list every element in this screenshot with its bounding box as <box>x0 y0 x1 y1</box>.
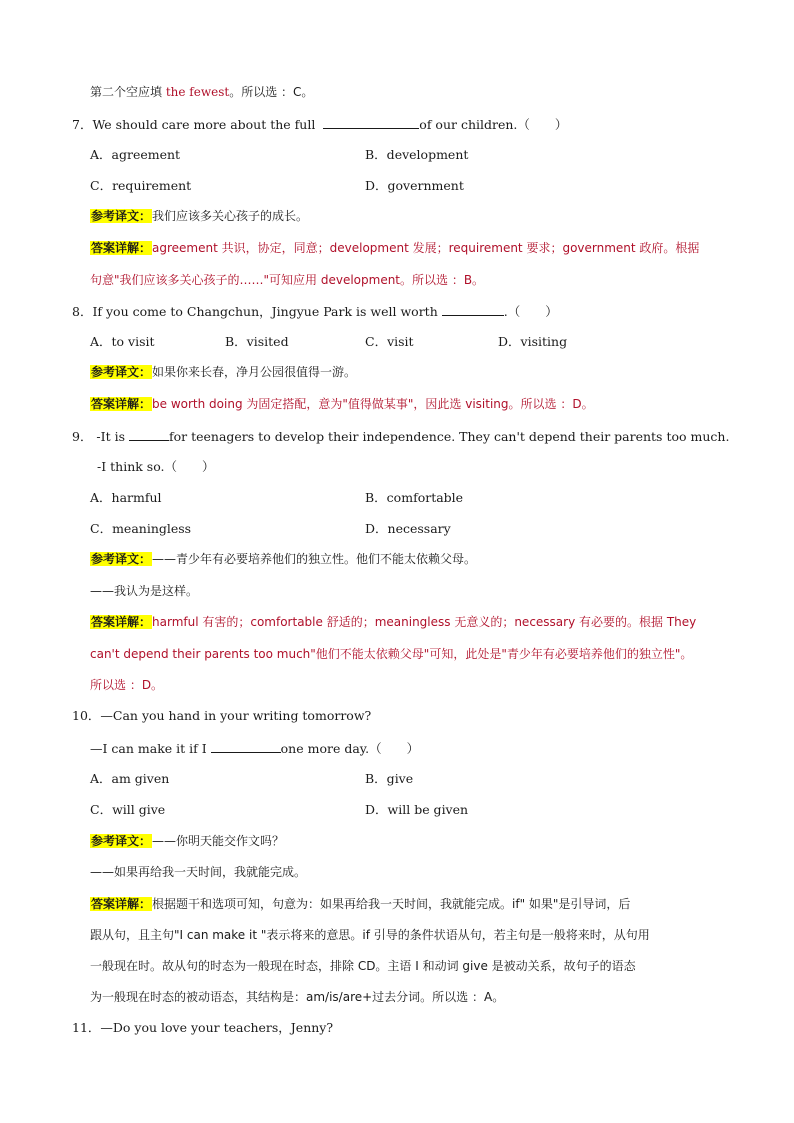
q9-answer-line3: 所以选 ：D。 <box>90 678 164 692</box>
q9-option-d: D．necessary <box>365 521 451 536</box>
q10-stem: 10．—Can you hand in your writing tomorrow? <box>72 708 372 723</box>
q10-stem-response: —I can make it if I one more day.（ ） <box>90 741 420 756</box>
answer-label: 答案详解： <box>91 615 152 629</box>
q10-blank <box>211 740 281 753</box>
q7-option-d: D．government <box>365 178 464 193</box>
q7-option-b: B．development <box>365 147 469 162</box>
q8-option-c: C．visit <box>365 334 414 349</box>
reference-label: 参考译文： <box>91 365 152 379</box>
q9-reference-line2: ——我认为是这样。 <box>90 584 199 598</box>
answer-label: 答案详解： <box>91 897 152 911</box>
q8-option-a: A．to visit <box>90 334 155 349</box>
q8-option-b: B．visited <box>225 334 289 349</box>
q10-option-c: C．will give <box>90 802 166 817</box>
q8-option-d: D．visiting <box>498 334 568 349</box>
q9-reference: 参考译文：——青少年有必要培养他们的独立性。他们不能太依赖父母。 <box>91 552 477 566</box>
q7-stem: 7．We should care more about the full of our children.（ ） <box>72 117 568 132</box>
q7-answer-line2: 句意"我们应该多关心孩子的……"可知应用 development。所以选 ：B。 <box>90 273 485 287</box>
q10-answer-line3: 一般现在时。故从句的时态为一般现在时态，排除 CD。主语 I 和动词 give 是被动关系，故句子的语态 <box>90 959 636 973</box>
q10-option-b: B．give <box>365 771 414 786</box>
q8-blank <box>442 303 504 316</box>
q8-answer-line1: 答案详解：be worth doing 为固定搭配，意为"值得做某事"，因此选 visiting。所以选 ：D。 <box>91 397 594 411</box>
q9-stem: 9． -It is for teenagers to develop their independence. They can't depend their parents too much. <box>72 429 730 444</box>
q7-answer-line1: 答案详解：agreement 共识，协定，同意；development 发展；requirement 要求；government 政府。根据 <box>91 241 700 255</box>
q10-reference-line2: ——如果再给我一天时间，我就能完成。 <box>90 865 307 879</box>
q9-blank <box>129 428 169 441</box>
reference-label: 参考译文： <box>91 834 152 848</box>
q9-option-c: C．meaningless <box>90 521 192 536</box>
q8-reference: 参考译文：如果你来长春，净月公园很值得一游。 <box>91 365 357 379</box>
q9-option-b: B．comfortable <box>365 490 464 505</box>
q9-answer-line1: 答案详解：harmful 有害的；comfortable 舒适的；meaningless 无意义的；necessary 有必要的。根据 They <box>91 615 697 629</box>
q7-blank <box>323 116 419 129</box>
q7-option-a: A．agreement <box>90 147 181 162</box>
q11-stem: 11．—Do you love your teachers，Jenny? <box>72 1020 334 1035</box>
q9-option-a: A．harmful <box>90 490 162 505</box>
q10-option-d: D．will be given <box>365 802 469 817</box>
answer-label: 答案详解： <box>91 241 152 255</box>
q8-stem: 8．If you come to Changchun，Jingyue Park is well worth .（ ） <box>72 304 558 319</box>
q10-answer-line1: 答案详解：根据题干和选项可知，句意为：如果再给我一天时间，我就能完成。if" 如果"是引导词，后 <box>91 897 631 911</box>
q10-option-a: A．am given <box>90 771 170 786</box>
q7-reference: 参考译文：我们应该多关心孩子的成长。 <box>91 209 309 223</box>
q10-answer-line4: 为一般现在时态的被动语态，其结构是：am/is/are+过去分词。所以选 ：A。 <box>90 990 505 1004</box>
q9-stem-response: -I think so.（ ） <box>97 459 215 474</box>
q6-answer-tail: 第二个空应填 the fewest。所以选 ：C。 <box>90 85 314 99</box>
q7-option-c: C．requirement <box>90 178 192 193</box>
reference-label: 参考译文： <box>91 552 152 566</box>
reference-label: 参考译文： <box>91 209 152 223</box>
q10-answer-line2: 跟从句，且主句"I can make it "表示将来的意思。if 引导的条件状语从句，若主句是一般将来时，从句用 <box>90 928 650 942</box>
answer-label: 答案详解： <box>91 397 152 411</box>
q10-reference: 参考译文：——你明天能交作文吗？ <box>91 834 285 848</box>
q9-answer-line2: can't depend their parents too much"他们不能太依赖父母"可知，此处是"青少年有必要培养他们的独立性"。 <box>90 647 693 661</box>
